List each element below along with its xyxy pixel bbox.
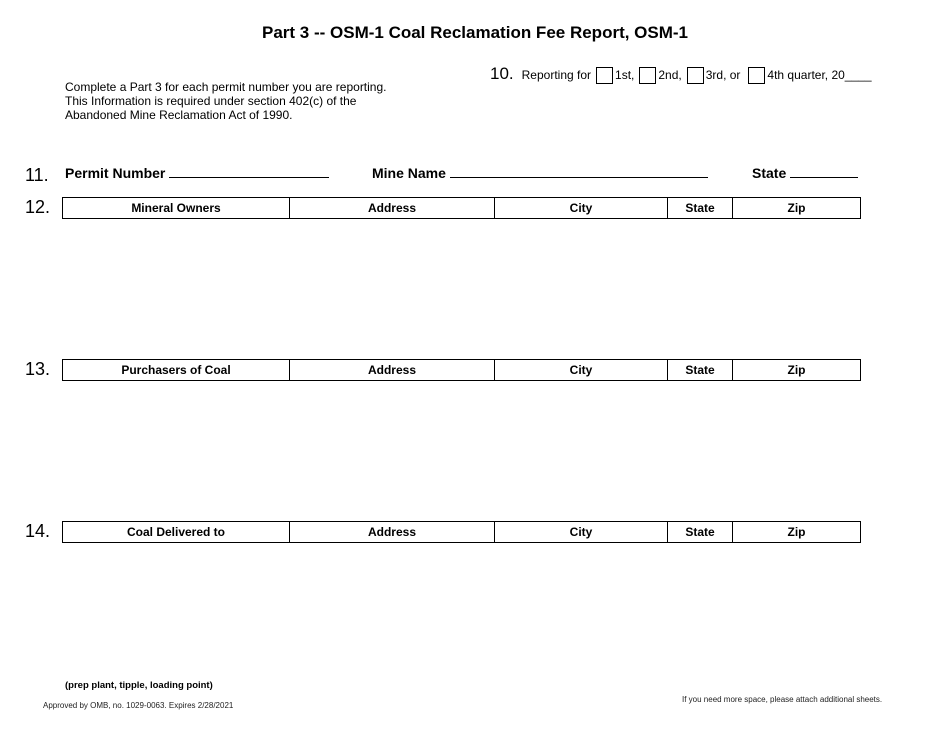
instructions-line-1: Complete a Part 3 for each permit number you are reporting. <box>65 80 387 94</box>
mineral-owners-table-header <box>62 197 861 219</box>
col-address: Address <box>290 198 495 218</box>
purchasers-table-header <box>62 359 861 381</box>
item-number-14: 14. <box>25 521 51 541</box>
permit-number-label: Permit Number <box>65 165 166 181</box>
col-coal-delivered-to: Coal Delivered to <box>63 522 290 542</box>
option-2nd-label: 2nd, <box>658 68 682 82</box>
instructions-line-2: This Information is required under section 402(c) of the <box>65 94 357 108</box>
item-number-12: 12. <box>25 197 51 217</box>
col-mineral-owners: Mineral Owners <box>63 198 290 218</box>
mine-name-input[interactable] <box>450 163 708 178</box>
item-number-11: 11. <box>25 165 49 185</box>
col-state: State <box>668 360 733 380</box>
instructions-line-3: Abandoned Mine Reclamation Act of 1990. <box>65 108 293 122</box>
coal-delivered-table-header <box>62 521 861 543</box>
page-title: Part 3 -- OSM-1 Coal Reclamation Fee Report, OSM-1 <box>261 23 689 42</box>
permit-number-field[interactable] <box>65 163 329 181</box>
more-space-note: If you need more space, please attach additional sheets. <box>682 695 883 704</box>
col-zip: Zip <box>787 525 806 539</box>
omb-approval: Approved by OMB, no. 1029-0063. Expires 2/28/2021 <box>43 701 234 710</box>
col-zip: Zip <box>787 363 806 377</box>
state-field[interactable] <box>752 163 858 181</box>
permit-number-input[interactable] <box>169 163 329 178</box>
delivery-note: (prep plant, tipple, loading point) <box>65 680 213 691</box>
checkbox-2nd-quarter[interactable] <box>639 67 656 84</box>
item-number-13: 13. <box>25 359 51 379</box>
option-3rd-label: 3rd, or <box>705 68 741 82</box>
col-state: State <box>668 198 733 218</box>
mine-name-label: Mine Name <box>372 165 446 181</box>
reporting-label: Reporting for <box>521 68 592 82</box>
col-city: City <box>495 198 668 218</box>
reporting-quarter <box>490 64 872 84</box>
checkbox-4th-quarter[interactable] <box>748 67 765 84</box>
checkbox-1st-quarter[interactable] <box>596 67 613 84</box>
option-1st-label: 1st, <box>615 68 635 82</box>
item-number-10: 10. <box>490 64 514 83</box>
col-address: Address <box>290 522 495 542</box>
col-city: City <box>495 522 668 542</box>
col-state: State <box>668 522 733 542</box>
col-address: Address <box>290 360 495 380</box>
option-4th-label: 4th quarter, 20____ <box>767 68 872 82</box>
state-label: State <box>752 165 787 181</box>
mine-name-field[interactable] <box>372 163 708 181</box>
state-input[interactable] <box>790 163 858 178</box>
col-city: City <box>495 360 668 380</box>
instructions <box>65 80 425 122</box>
col-purchasers-of-coal: Purchasers of Coal <box>63 360 290 380</box>
checkbox-3rd-quarter[interactable] <box>687 67 704 84</box>
col-zip: Zip <box>787 201 806 215</box>
